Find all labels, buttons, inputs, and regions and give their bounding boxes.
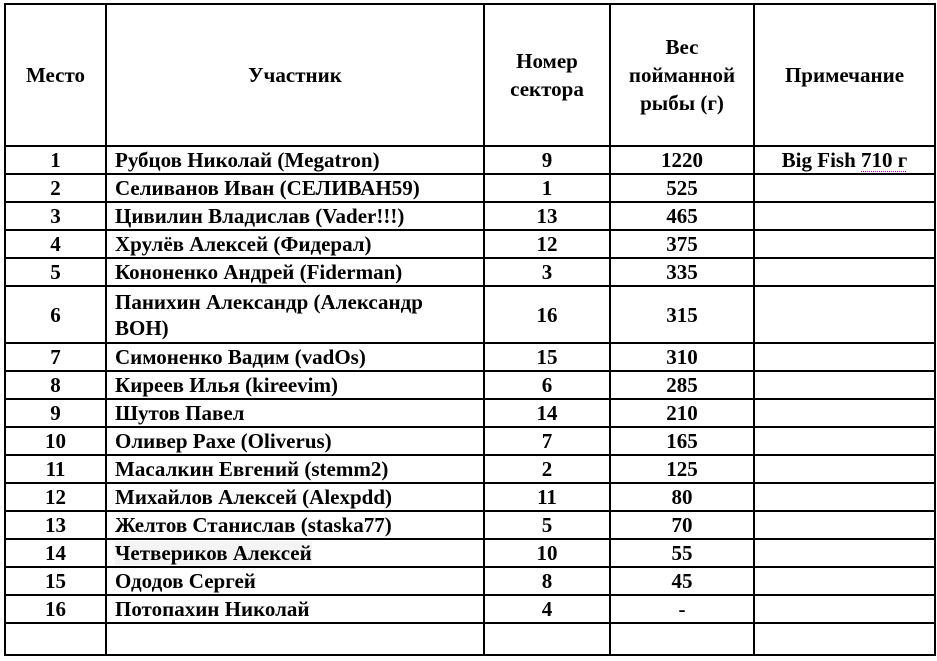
cell-place: 8 <box>5 371 106 399</box>
cell-sector: 7 <box>484 427 610 455</box>
cell-note <box>754 146 935 174</box>
cell-place: 2 <box>5 174 106 202</box>
cell-participant: Шутов Павел <box>106 399 484 427</box>
cell-weight: 465 <box>610 202 754 230</box>
cell-sector: 10 <box>484 539 610 567</box>
cell-weight: 525 <box>610 174 754 202</box>
cell-weight: 335 <box>610 258 754 286</box>
cell-participant <box>106 539 484 567</box>
cell-weight: 310 <box>610 343 754 371</box>
cell-note <box>754 286 935 343</box>
table-row <box>5 146 935 174</box>
cell-note <box>754 174 935 202</box>
cell-participant: Михайлов Алексей (Alexpdd) <box>106 483 484 511</box>
cell-note <box>754 595 935 623</box>
empty-cell <box>484 623 610 655</box>
table-row <box>5 427 935 455</box>
cell-note <box>754 483 935 511</box>
cell-note <box>754 258 935 286</box>
cell-place: 15 <box>5 567 106 595</box>
cell-place: 6 <box>5 286 106 343</box>
cell-place: 7 <box>5 343 106 371</box>
cell-weight: 80 <box>610 483 754 511</box>
cell-sector: 9 <box>484 146 610 174</box>
cell-note <box>754 455 935 483</box>
cell-place: 13 <box>5 511 106 539</box>
cell-weight: 375 <box>610 230 754 258</box>
participant-highlighted-text: Четвериков Алексей <box>115 541 312 565</box>
cell-participant: Цивилин Владислав (Vader!!!) <box>106 202 484 230</box>
table-row <box>5 230 935 258</box>
cell-place: 1 <box>5 146 106 174</box>
cell-sector: 13 <box>484 202 610 230</box>
empty-cell <box>754 623 935 655</box>
cell-sector: 2 <box>484 455 610 483</box>
cell-note <box>754 343 935 371</box>
note-underlined-text: 710 г <box>861 148 908 172</box>
header-note: Примечание <box>754 4 935 146</box>
results-table <box>4 3 936 656</box>
cell-place: 12 <box>5 483 106 511</box>
table-row <box>5 371 935 399</box>
cell-place: 11 <box>5 455 106 483</box>
note-text: Big Fish <box>781 148 862 172</box>
cell-weight: 1220 <box>610 146 754 174</box>
header-sector-label: Номер сектора <box>510 49 584 101</box>
cell-weight: - <box>610 595 754 623</box>
header-row <box>5 4 935 146</box>
cell-sector: 14 <box>484 399 610 427</box>
cell-weight: 285 <box>610 371 754 399</box>
empty-cell <box>5 623 106 655</box>
table-row <box>5 343 935 371</box>
cell-weight: 210 <box>610 399 754 427</box>
cell-participant: Симоненко Вадим (vadOs) <box>106 343 484 371</box>
header-place: Место <box>5 4 106 146</box>
cell-note <box>754 230 935 258</box>
cell-place: 14 <box>5 539 106 567</box>
cell-place: 9 <box>5 399 106 427</box>
cell-participant: Масалкин Евгений (stemm2) <box>106 455 484 483</box>
header-weight-label: Вес пойманной рыбы (г) <box>628 35 736 115</box>
table-row <box>5 539 935 567</box>
table-row <box>5 399 935 427</box>
cell-place: 3 <box>5 202 106 230</box>
table-row <box>5 258 935 286</box>
cell-place: 4 <box>5 230 106 258</box>
table-row <box>5 567 935 595</box>
cell-weight: 315 <box>610 286 754 343</box>
cell-sector: 5 <box>484 511 610 539</box>
table-row <box>5 286 935 343</box>
cell-weight: 55 <box>610 539 754 567</box>
table-row <box>5 595 935 623</box>
cell-note <box>754 399 935 427</box>
cell-sector: 6 <box>484 371 610 399</box>
cell-sector: 16 <box>484 286 610 343</box>
cell-note <box>754 567 935 595</box>
table-row <box>5 511 935 539</box>
table-row <box>5 202 935 230</box>
empty-cell <box>610 623 754 655</box>
cell-note <box>754 427 935 455</box>
cell-weight: 125 <box>610 455 754 483</box>
cell-note <box>754 371 935 399</box>
empty-cell <box>106 623 484 655</box>
table-row <box>5 455 935 483</box>
cell-sector: 3 <box>484 258 610 286</box>
cell-participant: Рубцов Николай (Megatron) <box>106 146 484 174</box>
cell-note <box>754 511 935 539</box>
cell-sector: 12 <box>484 230 610 258</box>
cell-sector: 8 <box>484 567 610 595</box>
cell-participant: Хрулёв Алексей (Фидерал) <box>106 230 484 258</box>
cell-participant: Ододов Сергей <box>106 567 484 595</box>
empty-row <box>5 623 935 655</box>
table-body <box>5 146 935 655</box>
header-weight <box>610 4 754 146</box>
header-sector <box>484 4 610 146</box>
cell-place: 5 <box>5 258 106 286</box>
cell-weight: 165 <box>610 427 754 455</box>
cell-participant: Кононенко Андрей (Fiderman) <box>106 258 484 286</box>
cell-participant: Потопахин Николай <box>106 595 484 623</box>
cell-sector: 1 <box>484 174 610 202</box>
cell-weight: 70 <box>610 511 754 539</box>
header-participant: Участник <box>106 4 484 146</box>
cell-place: 10 <box>5 427 106 455</box>
cell-note <box>754 539 935 567</box>
cell-participant: Киреев Илья (kireevim) <box>106 371 484 399</box>
cell-participant: Желтов Станислав (staska77) <box>106 511 484 539</box>
cell-participant: Селиванов Иван (СЕЛИВАН59) <box>106 174 484 202</box>
table-row <box>5 483 935 511</box>
table-row <box>5 174 935 202</box>
cell-sector: 15 <box>484 343 610 371</box>
cell-sector: 11 <box>484 483 610 511</box>
cell-weight: 45 <box>610 567 754 595</box>
cell-note <box>754 202 935 230</box>
cell-participant: Панихин Александр (Александр ВОН) <box>106 286 484 343</box>
cell-place: 16 <box>5 595 106 623</box>
cell-participant: Оливер Рахе (Oliverus) <box>106 427 484 455</box>
cell-sector: 4 <box>484 595 610 623</box>
